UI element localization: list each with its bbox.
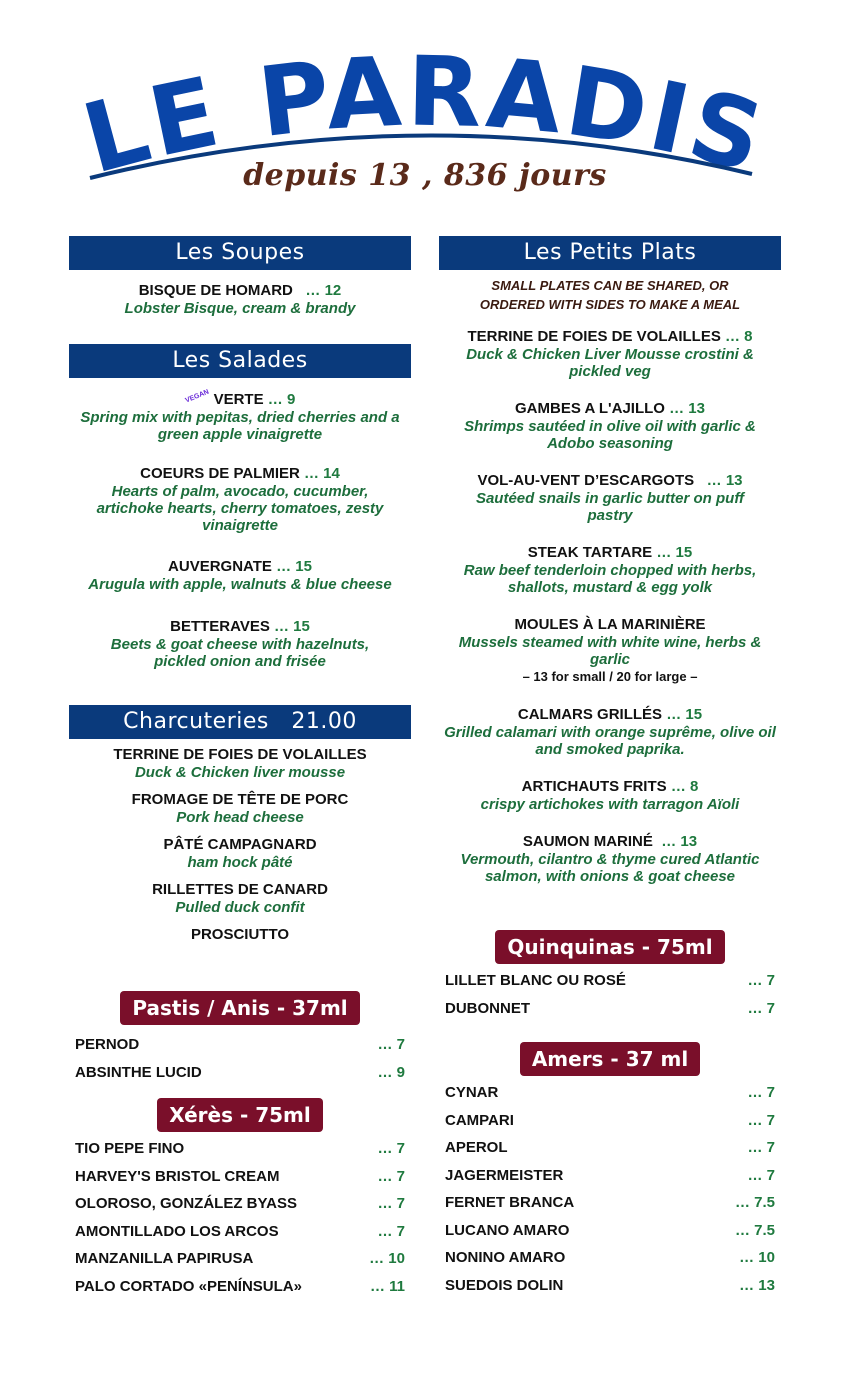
item-name: MOULES À LA MARINIÈRE — [514, 616, 706, 633]
item-description: Pulled duck confit — [175, 899, 305, 916]
drinks-heading-xeres: Xérès - 75ml — [157, 1098, 323, 1132]
menu-item — [69, 282, 411, 317]
menu-item — [439, 778, 781, 813]
drink-name: MANZANILLA PAPIRUSA — [75, 1250, 254, 1267]
charcuteries-price: 21.00 — [291, 709, 357, 734]
item-description: Vermouth, cilantro & thyme cured Atlantic salmon, with onions & goat cheese — [460, 851, 760, 885]
drinks-heading-pastis: Pastis / Anis - 37ml — [120, 991, 359, 1025]
vegan-badge: VEGAN — [184, 388, 210, 405]
item-name: SAUMON MARINÉ — [522, 833, 653, 850]
section-heading-charcuteries — [69, 705, 411, 739]
item-description: Spring mix with pepitas, dried cherries and a green apple vinaigrette — [80, 409, 400, 443]
item-name: TERRINE DE FOIES DE VOLAILLES — [467, 328, 721, 345]
item-price: … 15 — [276, 558, 312, 575]
item-price: … 15 — [274, 618, 310, 635]
section-heading-salades: Les Salades — [69, 344, 411, 378]
tagline: depuis 13 , 836 jours — [243, 158, 607, 193]
drinks-heading-amers: Amers - 37 ml — [520, 1042, 700, 1076]
item-price: … 8 — [725, 328, 753, 345]
section-heading-petits-plats: Les Petits Plats — [439, 236, 781, 270]
drink-name: OLOROSO, GONZÁLEZ BYASS — [75, 1195, 297, 1212]
item-price: … 9 — [267, 391, 296, 408]
item-description: Mussels steamed with white wine, herbs & garlic — [458, 634, 762, 668]
drink-name: TIO PEPE FINO — [75, 1140, 185, 1157]
drink-name: AMONTILLADO LOS ARCOS — [75, 1222, 279, 1240]
item-price: … 13 — [706, 472, 743, 489]
item-description: Arugula with apple, walnuts & blue cheese — [88, 576, 392, 593]
menu-item — [69, 388, 411, 443]
item-description: Hearts of palm, avocado, cucumber, artichoke hearts, cherry tomatoes, zesty vinaigrette — [96, 483, 384, 534]
drink-name: LILLET BLANC OU ROSÉ — [445, 972, 626, 989]
item-price: … 13 — [661, 833, 698, 850]
drink-name: ABSINTHE LUCID — [75, 1063, 202, 1081]
menu-item — [69, 465, 411, 534]
drink-price: … 7 — [747, 1084, 775, 1101]
drink-name: LUCANO AMARO — [445, 1221, 570, 1239]
drink-row — [69, 1163, 411, 1191]
drink-row — [69, 1273, 411, 1301]
drink-price: … 9 — [377, 1063, 405, 1081]
drink-price: … 7.5 — [734, 1194, 775, 1211]
drink-row — [69, 1135, 411, 1163]
item-name: TERRINE DE FOIES DE VOLAILLES — [113, 746, 367, 763]
drink-name: CAMPARI — [445, 1111, 514, 1129]
drink-row — [69, 1031, 411, 1059]
item-description: Beets & goat cheese with hazelnuts, pickled onion and frisée — [110, 636, 370, 670]
drink-row — [69, 1245, 411, 1273]
item-price: … 15 — [656, 544, 693, 561]
drink-row — [439, 1162, 781, 1190]
item-name: CALMARS GRILLÉS — [517, 706, 663, 723]
menu-item — [439, 400, 781, 452]
item-name: STEAK TARTARE — [527, 544, 653, 561]
menu-item — [439, 706, 781, 758]
drink-price: … 10 — [739, 1249, 775, 1266]
drink-price: … 7 — [747, 1139, 775, 1156]
drink-row — [439, 995, 781, 1023]
drink-row — [439, 1134, 781, 1162]
charcuteries-title: Charcuteries — [123, 709, 269, 734]
item-name: COEURS DE PALMIER — [140, 465, 300, 482]
item-name: GAMBES A L'AJILLO — [515, 400, 665, 417]
drink-name: SUEDOIS DOLIN — [445, 1276, 564, 1294]
menu-item — [439, 328, 781, 380]
item-description: Sautéed snails in garlic butter on puff pastry — [475, 490, 745, 524]
item-description: Grilled calamari with orange suprême, olive oil and smoked paprika. — [444, 724, 776, 758]
small-plates-note: SMALL PLATES CAN BE SHARED, OR ORDERED WITH SIDES TO MAKE A MEAL — [479, 278, 741, 312]
drink-price: … 13 — [739, 1276, 775, 1294]
charcuterie-item — [69, 836, 411, 871]
item-name: PÂTÉ CAMPAGNARD — [163, 836, 317, 853]
item-size-note: – 13 for small / 20 for large – — [522, 669, 698, 684]
drinks-heading-quinquinas: Quinquinas - 75ml — [495, 930, 724, 964]
drink-row — [69, 1190, 411, 1218]
drink-name: FERNET BRANCA — [445, 1194, 575, 1211]
drink-name: APEROL — [445, 1139, 508, 1156]
item-description: Lobster Bisque, cream & brandy — [124, 300, 356, 317]
drink-row — [439, 1244, 781, 1272]
item-name: RILLETTES DE CANARD — [152, 881, 328, 898]
drink-price: … 7 — [377, 1167, 405, 1185]
drink-name: DUBONNET — [445, 999, 530, 1017]
item-description: Duck & Chicken Liver Mousse crostini & pickled veg — [466, 346, 754, 380]
item-price: … 13 — [669, 400, 705, 417]
item-description: Pork head cheese — [176, 809, 304, 826]
charcuterie-item — [69, 791, 411, 826]
menu-item — [439, 616, 781, 686]
drink-name: PERNOD — [75, 1036, 140, 1053]
drink-price: … 7 — [377, 1036, 405, 1053]
drink-row — [439, 1107, 781, 1135]
drink-row — [69, 1218, 411, 1246]
drink-row — [69, 1059, 411, 1087]
drink-row — [439, 1272, 781, 1300]
drink-name: NONINO AMARO — [445, 1249, 566, 1266]
drink-price: … 7 — [747, 1111, 775, 1129]
drink-row — [439, 1079, 781, 1107]
drink-name: CYNAR — [445, 1084, 499, 1101]
item-name: ARTICHAUTS FRITS — [521, 778, 667, 795]
item-name: PROSCIUTTO — [190, 926, 290, 943]
item-name: VOL-AU-VENT D’ESCARGOTS — [477, 472, 695, 489]
menu-item — [439, 544, 781, 596]
menu-item — [439, 833, 781, 885]
drink-name: PALO CORTADO «PENÍNSULA» — [75, 1277, 302, 1295]
menu-item — [69, 618, 411, 670]
drink-price: … 10 — [369, 1250, 405, 1267]
drink-row — [439, 967, 781, 995]
drink-price: … 7 — [747, 1166, 775, 1184]
right-column — [439, 236, 781, 1299]
drink-price: … 7 — [377, 1140, 405, 1157]
item-description: Duck & Chicken liver mousse — [134, 764, 346, 781]
drink-name: HARVEY'S BRISTOL CREAM — [75, 1167, 280, 1185]
item-price: … 12 — [305, 282, 342, 299]
drink-price: … 7 — [747, 999, 775, 1017]
item-description: Raw beef tenderloin chopped with herbs, shallots, mustard & egg yolk — [463, 562, 757, 596]
item-name: FROMAGE DE TÊTE DE PORC — [131, 791, 349, 808]
drink-price: … 7 — [377, 1195, 405, 1212]
logo-title-text: LE PARADIS — [72, 35, 778, 190]
charcuterie-item — [69, 926, 411, 944]
drink-name: JAGERMEISTER — [445, 1166, 564, 1184]
item-name: BISQUE DE HOMARD — [138, 282, 293, 299]
left-column — [69, 236, 411, 1300]
section-heading-soupes: Les Soupes — [69, 236, 411, 270]
drink-row — [439, 1217, 781, 1245]
drink-price: … 7 — [747, 972, 775, 989]
menu-item — [69, 558, 411, 593]
item-name: VERTE — [213, 391, 264, 408]
item-description: Shrimps sautéed in olive oil with garlic & Adobo seasoning — [464, 418, 756, 452]
drink-price: … 7.5 — [734, 1221, 775, 1239]
charcuterie-item — [69, 746, 411, 781]
item-name: AUVERGNATE — [168, 558, 272, 575]
item-description: crispy artichokes with tarragon Aïoli — [480, 796, 740, 813]
drink-price: … 7 — [377, 1222, 405, 1240]
item-price: … 15 — [666, 706, 703, 723]
drink-price: … 11 — [369, 1277, 405, 1295]
item-name: BETTERAVES — [170, 618, 270, 635]
item-description: ham hock pâté — [187, 854, 293, 871]
item-price: … 8 — [670, 778, 699, 795]
charcuterie-item — [69, 881, 411, 916]
drink-row — [439, 1189, 781, 1217]
menu-item — [439, 472, 781, 524]
item-price: … 14 — [304, 465, 340, 482]
